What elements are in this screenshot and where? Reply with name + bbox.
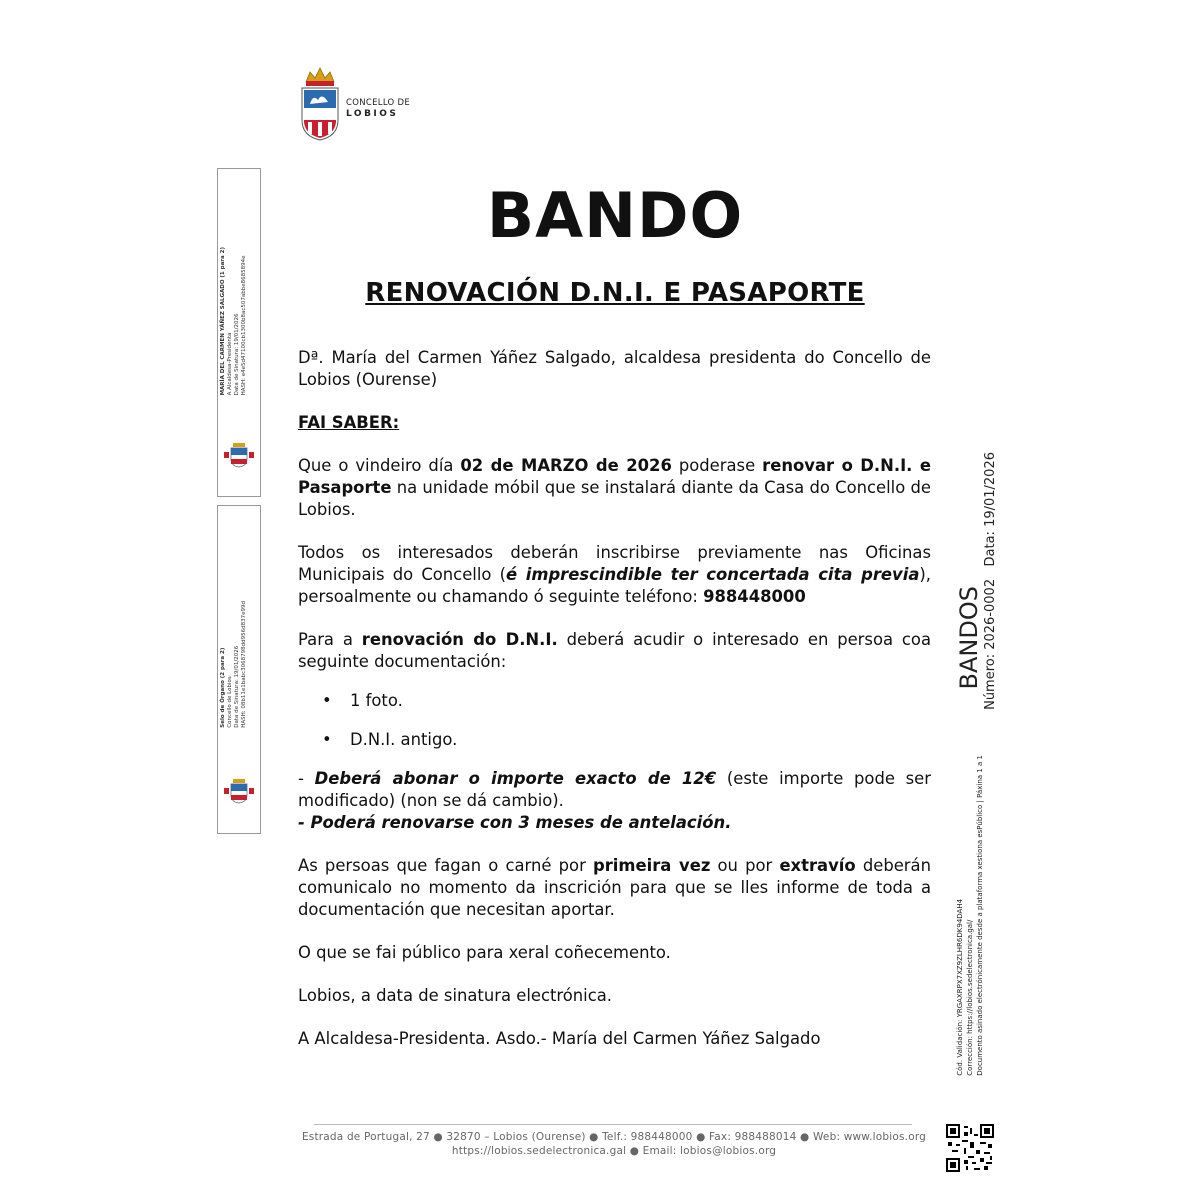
list-item: • D.N.I. antigo. bbox=[298, 729, 931, 751]
validation-text: Cód. Validación: YRGAXRPX7XZ9ZLHR6DK94DAH4 Corrección: https://lobios.sedelectronica.gal/ Documento asinado electrónicamente desde a plataforma xestiona esPúblico | Páxina 1 a 1 bbox=[956, 755, 984, 1076]
municipal-crest-logo bbox=[298, 64, 342, 142]
org-line1: CONCELLO DE bbox=[346, 98, 411, 108]
footer-address: Estrada de Portugal, 27 ● 32870 – Lobios (Ourense) ● Telf.: 988448000 ● Fax: 988488014 ● Web: www.lobios.org bbox=[301, 1131, 927, 1143]
footer bbox=[300, 1130, 928, 1158]
signature-line: A Alcaldesa-Presidenta. Asdo.- María del Carmen Yáñez Salgado bbox=[298, 1029, 821, 1048]
paragraph-first-time: As persoas que fagan o carné por primeira vez ou por extravío deberán comunicalo no momento da inscrición para que se lles informe de toda a documentación que necesitan aportar. bbox=[298, 856, 931, 919]
bandos-label: BANDOS bbox=[955, 586, 983, 690]
mini-crest-icon bbox=[223, 778, 255, 804]
footer-divider bbox=[314, 1124, 912, 1125]
event-date: 02 de MARZO de 2026 bbox=[460, 456, 672, 475]
closing-date: Lobios, a data de sinatura electrónica. bbox=[298, 986, 613, 1005]
footer-web: https://lobios.sedelectronica.gal ● Email: lobios@lobios.org bbox=[451, 1145, 777, 1157]
paragraph-dni: Para a renovación do D.N.I. deberá acudir o interesado en persoa coa seguinte documentación: bbox=[298, 630, 931, 671]
signature-box-mayor bbox=[217, 168, 261, 497]
mini-crest-icon bbox=[223, 442, 255, 468]
org-name bbox=[346, 98, 410, 120]
fee-amount: Deberá abonar o importe exacto de 12€ bbox=[314, 769, 717, 788]
paragraph-registration: Todos os interesados deberán inscribirse previamente nas Oficinas Municipais do Concello (é imprescindible ter concertada cita previa), persoalmente ou chamando ó seguinte teléfono: 988448000 bbox=[298, 543, 931, 606]
signature-text: MARÍA DEL CARMEN YÁÑEZ SALGADO (1 para 2) A Alcaldesa-Presidenta Data de Sinatura: 19/01/2026 HASH: e4e5d47100cb1300b8ac507abbe8685894e bbox=[220, 247, 247, 396]
paragraph-date: Que o vindeiro día 02 de MARZO de 2026 poderase renovar o D.N.I. e Pasaporte na unidade móbil que se instalará diante da Casa do Concello de Lobios. bbox=[298, 456, 931, 519]
signature-box-seal bbox=[217, 505, 261, 834]
org-line2: LOBIOS bbox=[346, 109, 399, 119]
document-body bbox=[298, 347, 931, 1050]
signature-text: Selo de Órgano (2 para 2) Concello de Lobios Data de Sinatura: 19/01/2026 HASH: 08b11e1babc3068798dd956d837e99d bbox=[220, 601, 247, 728]
qr-code-icon bbox=[946, 1124, 994, 1172]
paragraph-fee: - Deberá abonar o importe exacto de 12€ (este importe pode ser modificado) (non se dá cambio). bbox=[298, 769, 932, 810]
documents-list bbox=[298, 690, 931, 751]
bando-number-date: Número: 2026-0002 Data: 19/01/2026 bbox=[983, 452, 998, 710]
list-item: • 1 foto. bbox=[298, 690, 931, 712]
page-subtitle: RENOVACIÓN D.N.I. E PASAPORTE bbox=[365, 278, 865, 308]
intro-paragraph: Dª. María del Carmen Yáñez Salgado, alcaldesa presidenta do Concello de Lobios (Ourense) bbox=[298, 348, 931, 389]
page-title: BANDO bbox=[486, 179, 744, 252]
paragraph-antelacion: - Poderá renovarse con 3 meses de antelación. bbox=[298, 813, 732, 832]
phone-number: 988448000 bbox=[703, 587, 806, 606]
fai-saber-heading: FAI SABER: bbox=[298, 413, 400, 432]
closing-public: O que se fai público para xeral coñecemento. bbox=[298, 943, 671, 962]
